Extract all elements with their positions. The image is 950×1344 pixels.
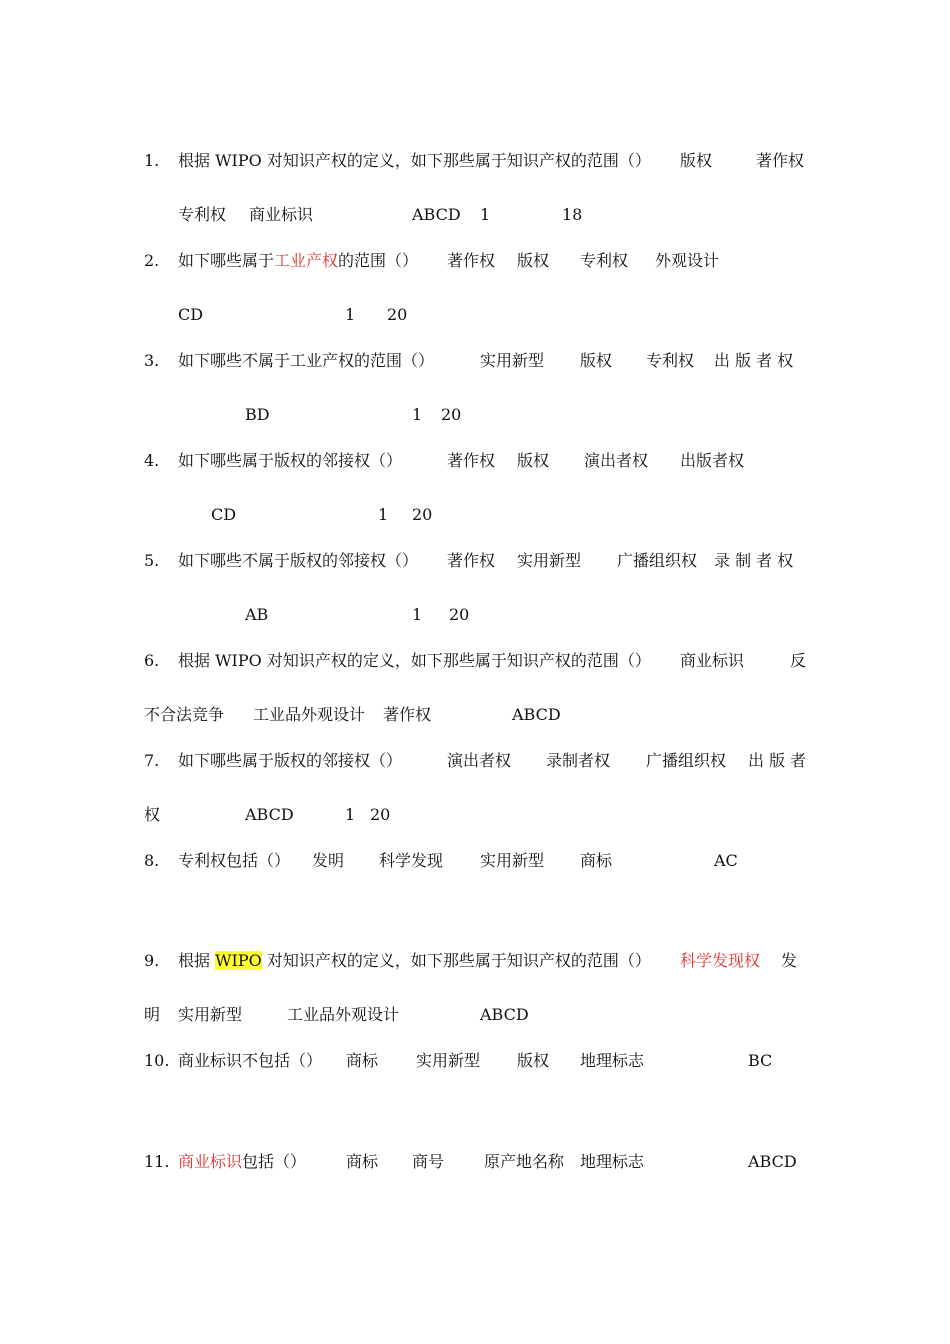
option-d: 工业品外观设计 (287, 1005, 400, 1024)
option-b: 实用新型 (517, 551, 582, 570)
option-a: 著作权 (447, 251, 496, 270)
question-number: 5. (144, 551, 160, 570)
answer: AB (245, 605, 269, 624)
option-c: 实用新型 (178, 1005, 243, 1024)
question-text: 如下哪些不属于版权的邻接权（） (178, 551, 419, 570)
option-d: 商标 (580, 851, 613, 870)
question-text: 商业标识包括（） (178, 1152, 307, 1171)
option-b: 科学发现 (379, 851, 444, 870)
question-number: 10. (144, 1051, 170, 1070)
question-number: 7. (144, 751, 160, 770)
page-ref: 20 (387, 305, 408, 324)
option-a: 演出者权 (447, 751, 512, 770)
option-c: 专利权 (646, 351, 695, 370)
option-b: 版权 (580, 351, 613, 370)
option-d: 商业标识 (249, 205, 314, 224)
answer: ABCD (245, 805, 294, 824)
question-text: 如下哪些属于工业产权的范围（） (178, 251, 419, 270)
option-c: 广播组织权 (617, 551, 698, 570)
option-a: 商标 (346, 1051, 379, 1070)
page-ref: 18 (562, 205, 583, 224)
question-number: 2. (144, 251, 160, 270)
score: 1 (345, 305, 356, 324)
emphasis-text: 商业标识 (178, 1152, 243, 1171)
question-text: 专利权包括（） (178, 851, 291, 870)
option-a: 商业标识 (680, 651, 745, 670)
option-b: 反 (790, 651, 807, 670)
option-a: 科学发现权 (680, 951, 761, 970)
question-text: 如下哪些属于版权的邻接权（） (178, 751, 403, 770)
highlighted-text: WIPO (215, 951, 262, 970)
answer: BD (245, 405, 270, 424)
score: 1 (378, 505, 389, 524)
question-text: 根据 WIPO 对知识产权的定义，如下那些属于知识产权的范围（） (178, 951, 651, 970)
option-a: 著作权 (447, 451, 496, 470)
option-b: 版权 (517, 451, 550, 470)
option-b: 实用新型 (416, 1051, 481, 1070)
score: 1 (480, 205, 491, 224)
option-d: 出版者权 (680, 451, 745, 470)
page-ref: 20 (412, 505, 433, 524)
score: 1 (412, 605, 423, 624)
option-b: 著作权 (756, 151, 805, 170)
option-d: 著作权 (383, 705, 432, 724)
option-d: 地理标志 (580, 1051, 645, 1070)
option-c: 版权 (517, 1051, 550, 1070)
emphasis-text: 工业产权 (274, 251, 339, 270)
question-number: 1. (144, 151, 160, 170)
answer: BC (748, 1051, 773, 1070)
option-d-cont: 权 (144, 805, 161, 824)
option-c: 专利权 (178, 205, 227, 224)
question-text: 商业标识不包括（） (178, 1051, 323, 1070)
page-ref: 20 (441, 405, 462, 424)
answer: ABCD (512, 705, 561, 724)
question-text: 根据 WIPO 对知识产权的定义，如下那些属于知识产权的范围（） (178, 651, 651, 670)
question-number: 11. (144, 1152, 170, 1171)
option-d: 地理标志 (580, 1152, 645, 1171)
option-a: 著作权 (447, 551, 496, 570)
answer: CD (211, 505, 237, 524)
question-number: 6. (144, 651, 160, 670)
question-number: 9. (144, 951, 160, 970)
option-c: 原产地名称 (484, 1152, 565, 1171)
question-number: 3. (144, 351, 160, 370)
option-a: 实用新型 (480, 351, 545, 370)
option-b: 版权 (517, 251, 550, 270)
question-text: 如下哪些不属于工业产权的范围（） (178, 351, 435, 370)
option-a: 版权 (680, 151, 713, 170)
page-ref: 20 (370, 805, 391, 824)
option-b: 录制者权 (546, 751, 611, 770)
option-b: 商号 (412, 1152, 445, 1171)
option-d: 出 版 者 权 (714, 351, 794, 370)
question-text: 根据 WIPO 对知识产权的定义，如下那些属于知识产权的范围（） (178, 151, 651, 170)
option-d: 出 版 者 (748, 751, 807, 770)
option-d: 录 制 者 权 (714, 551, 794, 570)
answer: CD (178, 305, 204, 324)
answer: ABCD (480, 1005, 529, 1024)
option-b: 发 (781, 951, 798, 970)
option-c: 演出者权 (584, 451, 649, 470)
option-d: 外观设计 (655, 251, 720, 270)
option-a: 发明 (312, 851, 345, 870)
option-c: 广播组织权 (646, 751, 727, 770)
page-ref: 20 (449, 605, 470, 624)
answer: ABCD (412, 205, 461, 224)
question-number: 4. (144, 451, 160, 470)
score: 1 (412, 405, 423, 424)
option-b-cont: 明 (144, 1005, 161, 1024)
option-c: 专利权 (580, 251, 629, 270)
option-c: 实用新型 (480, 851, 545, 870)
answer: ABCD (748, 1152, 797, 1171)
option-a: 商标 (346, 1152, 379, 1171)
option-b-cont: 不合法竞争 (144, 705, 225, 724)
score: 1 (345, 805, 356, 824)
option-c: 工业品外观设计 (253, 705, 366, 724)
answer: AC (714, 851, 738, 870)
question-number: 8. (144, 851, 160, 870)
question-text: 如下哪些属于版权的邻接权（） (178, 451, 403, 470)
